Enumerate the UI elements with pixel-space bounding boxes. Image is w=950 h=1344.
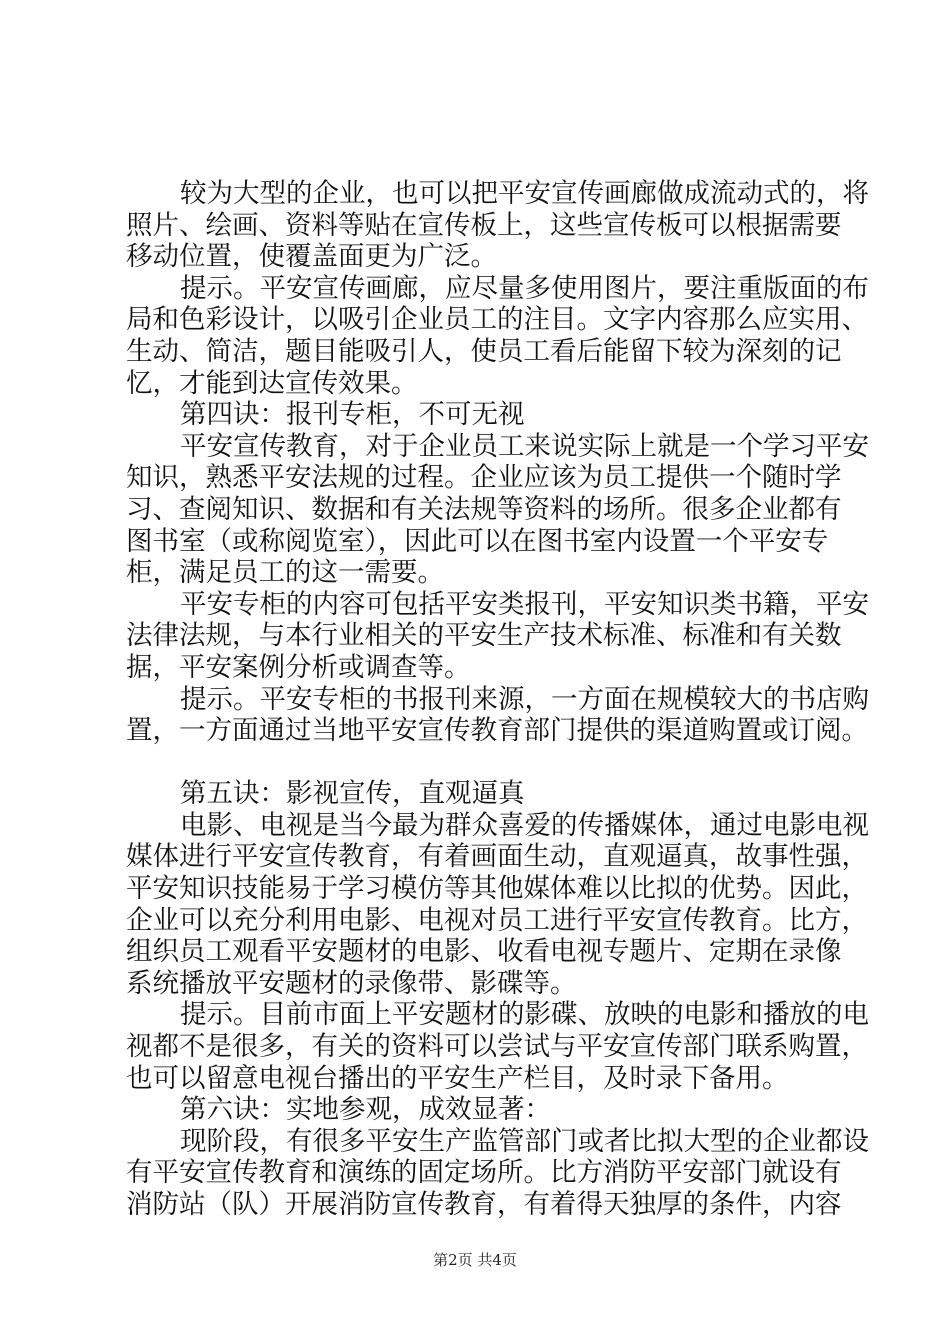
paragraph-film-tip xyxy=(0,999,950,1094)
text-line: 有平安宣传教育和演练的固定场所。比方消防平安部门就设有 xyxy=(126,1157,842,1189)
text-line: 照片、绘画、资料等贴在宣传板上，这些宣传板可以根据需要 xyxy=(126,209,842,241)
heading-text: 第六诀：实地参观，成效显著： xyxy=(180,1094,551,1126)
text-line: 据，平安案例分析或调查等。 xyxy=(126,651,471,683)
text-line: 平安知识技能易于学习模仿等其他媒体难以比拟的优势。因此， xyxy=(126,873,868,905)
heading-text: 第四诀：报刊专柜，不可无视 xyxy=(180,399,525,431)
text-line: 忆，才能到达宣传效果。 xyxy=(126,367,418,399)
text-line: 移动位置，使覆盖面更为广泛。 xyxy=(126,241,497,273)
text-line: 提示。平安宣传画廊，应尽量多使用图片，要注重版面的布 xyxy=(180,272,869,304)
section-heading-5 xyxy=(0,778,950,810)
text-line: 也可以留意电视台播出的平安生产栏目，及时录下备用。 xyxy=(126,1062,789,1094)
text-line: 系统播放平安题材的录像带、影碟等。 xyxy=(126,967,577,999)
paragraph-film-tv xyxy=(0,810,950,1000)
section-heading-6 xyxy=(0,1094,950,1126)
text-line: 柜，满足员工的这一需要。 xyxy=(126,557,444,589)
paragraph-gallery-tip xyxy=(0,273,950,399)
text-line: 图书室（或称阅览室），因此可以在图书室内设置一个平安专 xyxy=(126,525,829,557)
text-line: 媒体进行平安宣传教育，有着画面生动，直观逼真，故事性强， xyxy=(126,841,868,873)
paragraph-cabinet-tip xyxy=(0,684,950,747)
text-line: 知识，熟悉平安法规的过程。企业应该为员工提供一个随时学 xyxy=(126,462,842,494)
section-heading-4 xyxy=(0,399,950,431)
page-footer xyxy=(0,1250,950,1270)
text-line: 现阶段，有很多平安生产监管部门或者比拟大型的企业都设 xyxy=(180,1125,869,1157)
paragraph-safety-education xyxy=(0,431,950,589)
text-line: 消防站（队）开展消防宣传教育，有着得天独厚的条件，内容 xyxy=(126,1189,842,1220)
heading-text: 第五诀：影视宣传，直观逼真 xyxy=(180,778,525,810)
paragraph-cabinet-contents xyxy=(0,589,950,684)
text-line: 提示。目前市面上平安题材的影碟、放映的电影和播放的电 xyxy=(180,999,869,1031)
text-line: 习、查阅知识、数据和有关法规等资料的场所。很多企业都有 xyxy=(126,493,842,525)
text-line: 局和色彩设计，以吸引企业员工的注目。文字内容那么应实用、 xyxy=(126,304,868,336)
blank-line xyxy=(0,747,950,779)
text-line: 置，一方面通过当地平安宣传教育部门提供的渠道购置或订阅。 xyxy=(126,715,868,747)
text-line: 提示。平安专柜的书报刊来源，一方面在规模较大的书店购 xyxy=(180,683,869,715)
document-body xyxy=(0,178,950,1221)
text-line: 视都不是很多，有关的资料可以尝试与平安宣传部门联系购置， xyxy=(126,1031,868,1063)
text-line: 法律法规，与本行业相关的平安生产技术标准、标准和有关数 xyxy=(126,620,842,652)
page-number: 第2页 共4页 xyxy=(433,1251,517,1269)
text-line: 企业可以充分利用电影、电视对员工进行平安宣传教育。比方， xyxy=(126,904,868,936)
text-line: 生动、简洁，题目能吸引人，使员工看后能留下较为深刻的记 xyxy=(126,335,842,367)
text-line: 组织员工观看平安题材的电影、收看电视专题片、定期在录像 xyxy=(126,936,842,968)
text-line: 平安专柜的内容可包括平安类报刊，平安知识类书籍，平安 xyxy=(180,588,869,620)
text-line: 平安宣传教育，对于企业员工来说实际上就是一个学习平安 xyxy=(180,430,869,462)
text-line: 较为大型的企业，也可以把平安宣传画廊做成流动式的，将 xyxy=(180,178,869,209)
paragraph-large-enterprise-gallery xyxy=(0,178,950,273)
paragraph-site-visit xyxy=(0,1126,950,1221)
text-line: 电影、电视是当今最为群众喜爱的传播媒体，通过电影电视 xyxy=(180,809,869,841)
